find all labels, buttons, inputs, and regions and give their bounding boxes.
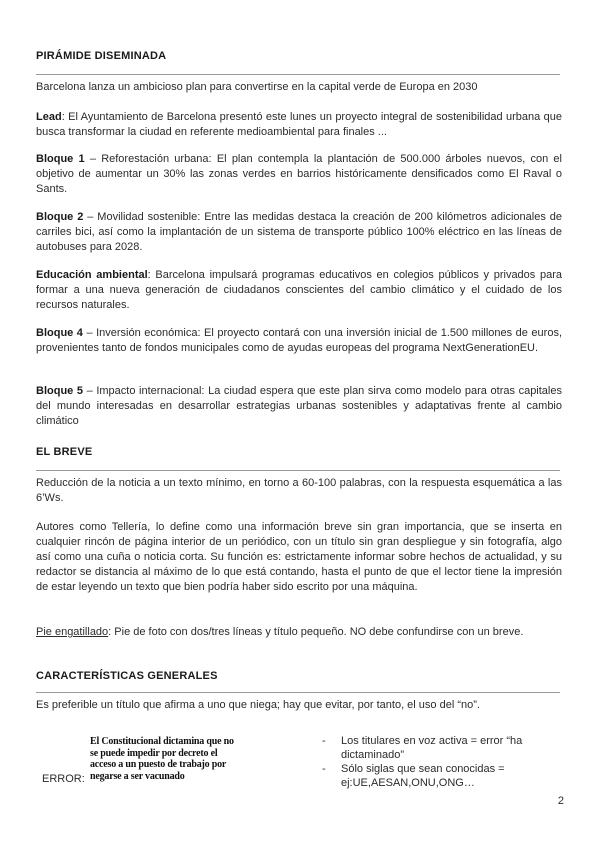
bullet-dash: - [322,735,326,747]
bloque-2-label: Bloque 2 [36,211,84,223]
bullet-text: Los titulares en voz activa = error “ha dictaminado” [341,735,523,761]
section-divider [36,74,560,75]
section-heading-breve: EL BREVE [36,446,93,458]
bullet-dash: - [322,763,326,775]
bloque-4-text: – Inversión económica: El proyecto contará con una inversión inicial de 1.500 millones de euros, provenientes tanto de fondos municipales como de ayudas europeas del programa NextGenerationEU. [36,327,562,354]
bloque-4-label: Bloque 4 [36,327,83,339]
pie-engatillado-paragraph [36,625,562,640]
educacion-text: : Barcelona impulsará programas educativos en colegios públicos y privados para formar a una nueva generación de ciudadanos conscientes del cambio climático y el cuidado de los recursos naturales. [36,269,562,311]
lead-text: : El Ayuntamiento de Barcelona presentó este lunes un proyecto integral de sostenibilidad urbana que busca transformar la ciudad en referente medioambiental para finales ... [36,111,562,138]
section-heading-piramide: PIRÁMIDE DISEMINADA [36,50,167,62]
pie-engatillado-text: : Pie de foto con dos/tres líneas y título pequeño. NO debe confundirse con un breve. [108,626,524,638]
error-label: ERROR: [42,773,85,785]
list-item [322,734,562,762]
page-number: 2 [557,795,564,807]
educacion-label: Educación ambiental [36,269,148,281]
section-divider [36,692,560,693]
bullet-text: Sólo siglas que sean conocidas = ej:UE,AESAN,ONU,ONG… [341,763,505,789]
bloque-2-paragraph [36,210,562,255]
bloque-1-paragraph [36,152,562,197]
pie-engatillado-label: Pie engatillado [36,626,109,638]
educacion-paragraph [36,268,562,313]
bloque-5-paragraph [36,384,562,429]
lead-paragraph [36,110,562,140]
bloque-5-text: – Impacto internacional: La ciudad espera que este plan sirva como modelo para otras capitales del mundo interesadas en desarrollar estrategias urbanas sostenibles y adaptativas frente al cambio climático [36,385,562,427]
bloque-1-text: – Reforestación urbana: El plan contempla la plantación de 500.000 árboles nuevos, con el objetivo de aumentar un 30% las zonas verdes en barrios históricamente densificados como El Raval o Sants. [36,153,562,195]
breve-definition: Reducción de la noticia a un texto mínimo, en torno a 60-100 palabras, con la respuesta esquemática a las 6’Ws. [36,477,562,504]
bloque-1-label: Bloque 1 [36,153,85,165]
bloque-4-paragraph [36,326,562,356]
list-item [322,762,562,790]
example-headline-clipping: El Constitucional dictamina que no se puede impedir por decreto el acceso a un puesto de trabajo por negarse a ser vacunado [90,736,234,782]
breve-autores-paragraph: Autores como Tellería, lo define como una información breve sin gran importancia, que se inserta en cualquier rincón de página interior de un periódico, con un título sin gran despliegue y sin fotografía, algo así como una cuña o noticia corta. Su función es: estrictamente informar sobre hechos de actualidad, y su redactor se distancia al máximo de lo que está contando, hasta el punto de que el lector tiene la impresión de estar leyendo un texto que bien podría haber sido escrito por una máquina. [36,521,562,593]
lead-label: Lead [36,111,62,123]
section-heading-caracteristicas: CARACTERÍSTICAS GENERALES [36,670,218,682]
caracteristicas-bullet-list [322,734,562,790]
bloque-5-label: Bloque 5 [36,385,83,397]
caracteristicas-intro: Es preferible un título que afirma a uno que niega; hay que evitar, por tanto, el uso del “no”. [36,699,480,711]
bloque-2-text: – Movilidad sostenible: Entre las medidas destaca la creación de 200 kilómetros adicionales de carriles bici, así como la implantación de un sistema de transporte público 100% eléctrico en las líneas de autobuses para 2028. [36,211,563,253]
section-divider [36,470,560,471]
news-title-line: Barcelona lanza un ambicioso plan para convertirse en la capital verde de Europa en 2030 [36,81,478,93]
